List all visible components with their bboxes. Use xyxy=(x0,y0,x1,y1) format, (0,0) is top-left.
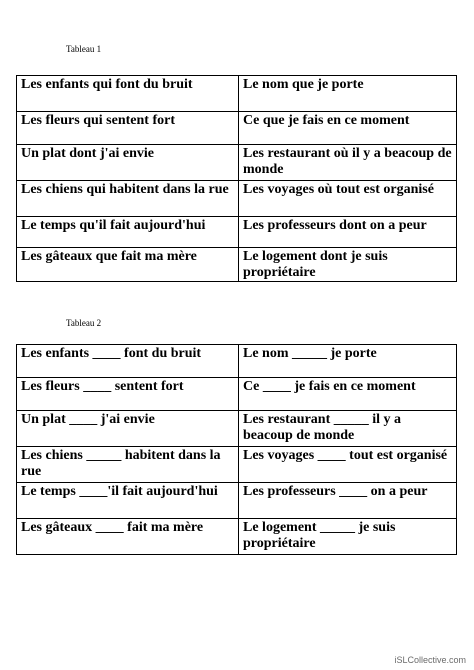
table-cell: Ce que je fais en ce moment xyxy=(239,112,457,145)
table-row xyxy=(17,112,457,145)
table-cell: Le nom _____ je porte xyxy=(239,345,457,378)
table-1 xyxy=(16,75,457,282)
table-cell: Le temps ____'il fait aujourd'hui xyxy=(17,483,239,519)
table-cell: Le temps qu'il fait aujourd'hui xyxy=(17,217,239,248)
table-row xyxy=(17,217,457,248)
table-cell: Les voyages ____ tout est organisé xyxy=(239,447,457,483)
footer-watermark: iSLCollective.com xyxy=(394,655,466,665)
table-cell: Un plat ____ j'ai envie xyxy=(17,411,239,447)
table-cell: Le nom que je porte xyxy=(239,76,457,112)
table-row xyxy=(17,145,457,181)
table-cell: Les restaurant où il y a beacoup de monde xyxy=(239,145,457,181)
table-1-caption: Tableau 1 xyxy=(66,44,102,54)
table-row xyxy=(17,181,457,217)
table-cell: Le logement dont je suis propriétaire xyxy=(239,248,457,282)
table-row xyxy=(17,378,457,411)
table-cell: Les enfants ____ font du bruit xyxy=(17,345,239,378)
table-cell: Les professeurs ____ on a peur xyxy=(239,483,457,519)
table-cell: Les gâteaux que fait ma mère xyxy=(17,248,239,282)
table-row xyxy=(17,345,457,378)
table-cell: Les enfants qui font du bruit xyxy=(17,76,239,112)
table-cell: Les restaurant _____ il y a beacoup de monde xyxy=(239,411,457,447)
table-row xyxy=(17,483,457,519)
table-row xyxy=(17,519,457,555)
table-row xyxy=(17,411,457,447)
table-cell: Les voyages où tout est organisé xyxy=(239,181,457,217)
table-2 xyxy=(16,344,457,555)
table-cell: Un plat dont j'ai envie xyxy=(17,145,239,181)
table-cell: Les gâteaux ____ fait ma mère xyxy=(17,519,239,555)
table-cell: Le logement _____ je suis propriétaire xyxy=(239,519,457,555)
table-cell: Ce ____ je fais en ce moment xyxy=(239,378,457,411)
table-row xyxy=(17,76,457,112)
table-cell: Les chiens _____ habitent dans la rue xyxy=(17,447,239,483)
table-cell: Les fleurs qui sentent fort xyxy=(17,112,239,145)
table-row xyxy=(17,248,457,282)
table-cell: Les fleurs ____ sentent fort xyxy=(17,378,239,411)
table-row xyxy=(17,447,457,483)
table-2-caption: Tableau 2 xyxy=(66,318,102,328)
table-cell: Les chiens qui habitent dans la rue xyxy=(17,181,239,217)
table-cell: Les professeurs dont on a peur xyxy=(239,217,457,248)
